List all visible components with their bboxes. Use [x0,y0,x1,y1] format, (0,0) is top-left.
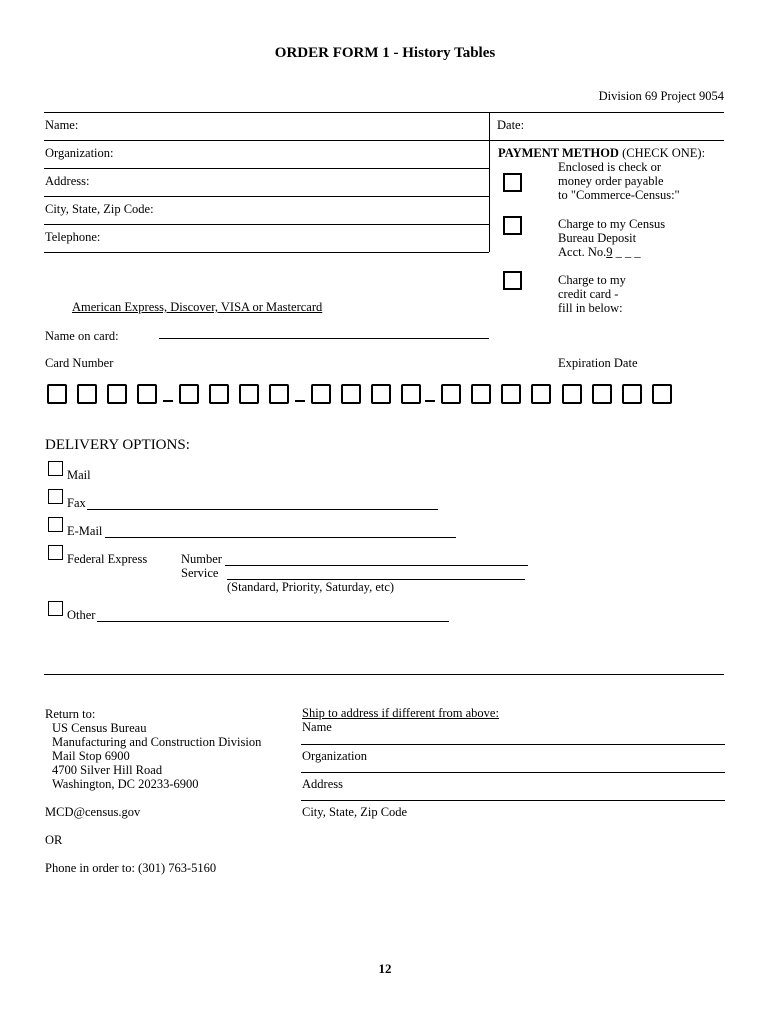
card-dash [295,400,305,402]
ship-to-name-field[interactable] [301,744,725,745]
fedex-number-field[interactable] [225,565,528,566]
fedex-service-hint: (Standard, Priority, Saturday, etc) [227,580,395,594]
payment-credit-checkbox[interactable] [503,271,522,290]
division-project: Division 69 Project 9054 [598,89,724,103]
telephone-label: Telephone: [45,230,101,244]
delivery-mail-checkbox[interactable] [48,461,63,476]
delivery-email-checkbox[interactable] [48,517,63,532]
return-to-heading: Return to: [45,707,96,721]
card-digit-box[interactable] [179,384,199,404]
delivery-other-label: Other [67,608,96,622]
rule-section [44,674,724,675]
card-digit-box[interactable] [531,384,551,404]
acct-blanks[interactable]: _ _ _ [615,245,641,259]
card-digit-box[interactable] [107,384,127,404]
payment-option-credit-line: Charge to my [558,273,626,287]
card-digit-box[interactable] [471,384,491,404]
card-digit-box[interactable] [441,384,461,404]
delivery-other-checkbox[interactable] [48,601,63,616]
fedex-service-label: Service [181,566,219,580]
expiration-digit-box[interactable] [592,384,612,404]
delivery-fedex-label: Federal Express [67,552,148,566]
card-digit-box[interactable] [269,384,289,404]
payment-option-deposit-line: Bureau Deposit [558,231,637,245]
city-label: City, State, Zip Code: [45,202,154,216]
card-dash [163,400,173,402]
card-dash [425,400,435,402]
ship-to-address-label: Address [302,777,343,791]
delivery-mail-label: Mail [67,468,91,482]
ship-to-heading: Ship to address if different from above: [302,706,499,720]
rule-organization [44,168,489,169]
return-or: OR [45,833,63,847]
payment-option-check-line: money order payable [558,174,664,188]
rule-date [489,140,724,141]
card-digit-box[interactable] [341,384,361,404]
payment-option-credit-line: credit card - [558,287,619,301]
delivery-fax-label: Fax [67,496,86,510]
expiration-digit-box[interactable] [622,384,642,404]
payment-heading-rest: (CHECK ONE): [622,146,706,160]
expiration-label: Expiration Date [558,356,638,370]
card-digit-box[interactable] [77,384,97,404]
return-email: MCD@census.gov [45,805,141,819]
delivery-heading: DELIVERY OPTIONS: [45,437,190,453]
rule-top [44,112,724,113]
payment-deposit-checkbox[interactable] [503,216,522,235]
page-number: 12 [378,961,392,976]
card-digit-box[interactable] [501,384,521,404]
name-on-card-label: Name on card: [45,329,119,343]
payment-option-check-line: Enclosed is check or [558,160,662,174]
rule-divider [489,112,490,252]
payment-option-check [558,160,680,202]
acct-number-line [558,245,665,259]
expiration-digit-box[interactable] [652,384,672,404]
return-to-line: US Census Bureau [52,721,147,735]
return-to-line: 4700 Silver Hill Road [52,763,163,777]
other-field[interactable] [97,621,449,622]
ship-to-city-label: City, State, Zip Code [302,805,408,819]
card-digit-box[interactable] [371,384,391,404]
card-digit-box[interactable] [311,384,331,404]
rule-address [44,196,489,197]
card-number-label: Card Number [45,356,114,370]
return-to-line: Mail Stop 6900 [52,749,130,763]
email-field[interactable] [105,537,456,538]
card-digit-box[interactable] [239,384,259,404]
rule-name [44,140,489,141]
ship-to-name-label: Name [302,720,332,734]
ship-to-organization-label: Organization [302,749,368,763]
name-on-card-field[interactable] [159,338,489,339]
card-digit-box[interactable] [47,384,67,404]
ship-to-address-field[interactable] [301,800,725,801]
ship-to-organization-field[interactable] [301,772,725,773]
delivery-fax-checkbox[interactable] [48,489,63,504]
payment-option-deposit [558,217,665,259]
payment-option-deposit-line: Charge to my Census [558,217,666,231]
organization-label: Organization: [45,146,114,160]
expiration-digit-box[interactable] [562,384,582,404]
card-brands: American Express, Discover, VISA or Mastercard [72,300,323,314]
payment-heading [498,147,705,160]
address-label: Address: [45,174,90,188]
fax-field[interactable] [87,509,438,510]
delivery-fedex-checkbox[interactable] [48,545,63,560]
payment-check-checkbox[interactable] [503,173,522,192]
payment-option-check-line: to "Commerce-Census:" [558,188,680,202]
rule-city [44,224,489,225]
name-label: Name: [45,118,79,132]
card-digit-box[interactable] [137,384,157,404]
card-digit-box[interactable] [209,384,229,404]
payment-option-credit [558,273,626,315]
return-to-block [45,707,261,791]
fedex-number-label: Number [181,552,222,566]
return-to-line: Manufacturing and Construction Division [52,735,262,749]
payment-option-credit-line: fill in below: [558,301,623,315]
payment-heading-bold: PAYMENT METHOD [498,146,619,160]
page-title: ORDER FORM 1 - History Tables [274,45,496,61]
acct-prefix: 9 [606,245,613,259]
card-digit-box[interactable] [401,384,421,404]
return-to-line: Washington, DC 20233-6900 [52,777,199,791]
date-label: Date: [497,118,525,132]
delivery-email-label: E-Mail [67,524,103,538]
return-phone: Phone in order to: (301) 763-5160 [45,861,217,875]
rule-telephone [44,252,489,253]
acct-label: Acct. No. [558,245,607,259]
